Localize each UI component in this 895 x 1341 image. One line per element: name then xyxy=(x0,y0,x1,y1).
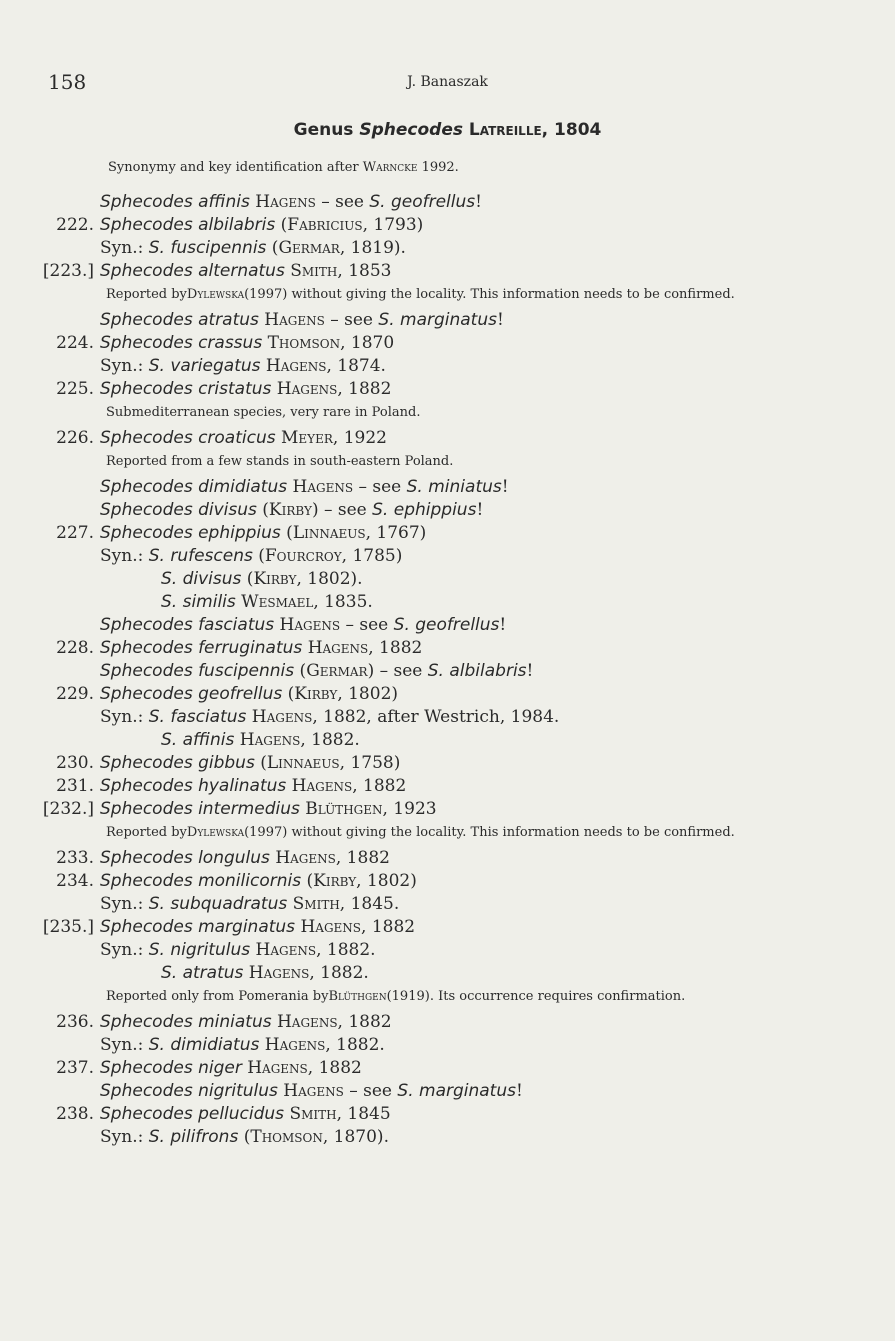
synonym-line xyxy=(0,894,895,917)
entry-text xyxy=(100,1058,362,1078)
taxon-author: Smith xyxy=(292,894,340,914)
punct: , 1802) xyxy=(337,684,399,704)
punct: , 1767) xyxy=(365,523,427,543)
cross-reference xyxy=(0,1081,895,1104)
entry-text: Sphecodes nigritulus Hagens – see S. marginatus! xyxy=(100,1081,523,1101)
entry-text xyxy=(100,379,391,399)
entry-number: [232.] xyxy=(42,799,94,819)
note-author: Dylewska xyxy=(186,287,245,302)
entry-text xyxy=(100,1104,391,1124)
entry-text xyxy=(100,1035,385,1055)
page-number: 158 xyxy=(48,70,87,94)
entry-number: [235.] xyxy=(42,917,94,937)
punct: ( xyxy=(241,569,254,589)
taxon-name: Sphecodes divisus xyxy=(100,500,257,520)
species-entry xyxy=(0,1104,895,1127)
note-post: (1919). Its occurrence requires confirmation. xyxy=(386,989,686,1004)
taxon-name: Sphecodes fuscipennis xyxy=(100,661,295,681)
punct: ( xyxy=(280,523,293,543)
syn-label: Syn.: xyxy=(100,940,149,960)
taxon-author: Linnaeus xyxy=(292,523,366,543)
taxon-author: Hagens xyxy=(276,1012,338,1032)
species-entry xyxy=(0,1058,895,1081)
entry-number: 227. xyxy=(56,523,94,543)
taxon-name: Sphecodes nigritulus xyxy=(100,1081,278,1101)
entry-text xyxy=(100,546,402,566)
species-entry xyxy=(0,1012,895,1035)
note-pre: Reported only from Pomerania by xyxy=(106,989,329,1004)
taxon-name: S. divisus xyxy=(161,569,242,589)
taxon-author: Hagens xyxy=(247,1058,308,1078)
entry-text xyxy=(100,799,437,819)
punct: , 1785) xyxy=(341,546,403,566)
taxon-author: Hagens xyxy=(275,848,336,868)
punct: , 1819). xyxy=(339,238,406,258)
punct: , 1874. xyxy=(326,356,386,376)
punct: , 1882. xyxy=(309,963,369,983)
taxon-name: S. variegatus xyxy=(148,356,261,376)
punct: , 1845 xyxy=(336,1104,391,1124)
species-entry xyxy=(0,428,895,451)
taxon-author: Kirby xyxy=(313,871,357,891)
taxon-author: Thomson xyxy=(267,333,341,353)
taxon-name: S. rufescens xyxy=(148,546,253,566)
entry-number: 236. xyxy=(56,1012,94,1032)
syn-label: Syn.: xyxy=(100,1127,149,1147)
syn-label: Syn.: xyxy=(100,894,149,914)
taxon-name: S. subquadratus xyxy=(148,894,288,914)
taxon-author: Linnaeus xyxy=(266,753,340,773)
taxon-name: Sphecodes cristatus xyxy=(100,379,272,399)
entry-text xyxy=(100,1012,392,1032)
taxon-name: Sphecodes ferruginatus xyxy=(100,638,303,658)
taxon-author: Kirby xyxy=(268,500,312,520)
cross-reference xyxy=(0,615,895,638)
entry-number: [223.] xyxy=(42,261,94,281)
taxon-name: Sphecodes monilicornis xyxy=(100,871,302,891)
taxon-author: Smith xyxy=(290,261,338,281)
entry-number: 234. xyxy=(56,871,94,891)
punct: ( xyxy=(282,684,295,704)
see-label: – see xyxy=(315,192,370,212)
punct: ( xyxy=(275,215,288,235)
entry-number: 229. xyxy=(56,684,94,704)
entry-text xyxy=(100,894,399,914)
entry-text xyxy=(100,730,360,750)
entry-text xyxy=(100,940,376,960)
taxon-author: Kirby xyxy=(253,569,297,589)
taxon-author: Hagens xyxy=(264,1035,326,1055)
note-text xyxy=(0,285,750,308)
taxon-name: Sphecodes dimidiatus xyxy=(100,477,288,497)
punct: , 1882 xyxy=(335,848,390,868)
taxon-name: Sphecodes ephippius xyxy=(100,523,281,543)
taxon-author: Wesmael xyxy=(241,592,314,612)
species-entry xyxy=(0,333,895,356)
see-reference: S. marginatus xyxy=(378,310,497,330)
see-label: – see xyxy=(318,500,373,520)
punct: , 1793) xyxy=(362,215,424,235)
species-entry xyxy=(0,379,895,402)
taxon-author: Fourcroy xyxy=(264,546,342,566)
syn-label: Syn.: xyxy=(100,1035,149,1055)
note-text xyxy=(0,823,750,846)
entry-text xyxy=(100,963,369,983)
taxon-name: S. atratus xyxy=(161,963,244,983)
synonym-line xyxy=(0,730,895,753)
taxon-author: Thomson xyxy=(250,1127,323,1147)
taxon-name: Sphecodes alternatus xyxy=(100,261,285,281)
entry-text xyxy=(100,753,400,773)
taxon-name: S. pilifrons xyxy=(148,1127,239,1147)
syn-label: Syn.: xyxy=(100,356,149,376)
taxon-author: Hagens xyxy=(264,310,325,330)
taxon-name: Sphecodes longulus xyxy=(100,848,270,868)
punct: , 1870). xyxy=(322,1127,389,1147)
note-text xyxy=(0,403,750,426)
taxon-name: Sphecodes niger xyxy=(100,1058,242,1078)
see-label: – see xyxy=(353,477,407,497)
syn-label: Syn.: xyxy=(100,707,149,727)
punct: , 1802) xyxy=(356,871,417,891)
entry-text xyxy=(100,523,426,543)
note-text xyxy=(0,452,750,475)
entry-text xyxy=(100,356,386,376)
punct: , 1923 xyxy=(382,799,437,819)
taxon-name: S. fuscipennis xyxy=(148,238,267,258)
punct: ( xyxy=(301,871,314,891)
taxon-author: Hagens xyxy=(239,730,301,750)
taxon-name: Sphecodes geofrellus xyxy=(100,684,283,704)
note-pre: Reported from a few stands in south-eastern Poland. xyxy=(106,454,454,469)
taxon-author: Hagens xyxy=(248,963,310,983)
entry-number: 238. xyxy=(56,1104,94,1124)
note-author: Dylewska xyxy=(186,825,245,840)
punct: , 1882 xyxy=(337,379,392,399)
entry-text xyxy=(100,638,422,658)
taxon-name: S. fasciatus xyxy=(148,707,247,727)
species-entry xyxy=(0,871,895,894)
entry-text: Sphecodes dimidiatus Hagens – see S. miniatus! xyxy=(100,477,509,497)
taxon-name: Sphecodes fasciatus xyxy=(100,615,275,635)
taxon-name: Sphecodes gibbus xyxy=(100,753,255,773)
species-entry xyxy=(0,917,895,940)
entry-text xyxy=(100,592,373,612)
entry-text xyxy=(100,917,415,937)
see-label: – see xyxy=(374,661,428,681)
taxon-name: Sphecodes albilabris xyxy=(100,215,276,235)
taxon-author: Hagens xyxy=(251,707,313,727)
taxon-author: Hagens xyxy=(276,379,338,399)
entry-number: 225. xyxy=(56,379,94,399)
note-text xyxy=(0,987,750,1010)
punct: ( xyxy=(254,753,267,773)
entry-number: 237. xyxy=(56,1058,94,1078)
see-label: – see xyxy=(324,310,379,330)
synonym-line xyxy=(0,707,895,730)
entry-number: 231. xyxy=(56,776,94,796)
note-pre: Submediterranean species, very rare in Poland. xyxy=(106,405,421,420)
punct: , 1882. xyxy=(325,1035,385,1055)
taxon-name: S. similis xyxy=(161,592,236,612)
entry-text: Sphecodes fasciatus Hagens – see S. geofrellus! xyxy=(100,615,507,635)
species-entry xyxy=(0,638,895,661)
taxon-name: S. affinis xyxy=(161,730,235,750)
punct: , 1882, after Westrich, 1984. xyxy=(312,707,560,727)
see-reference: S. ephippius xyxy=(372,500,477,520)
entry-text xyxy=(100,333,394,353)
see-label: – see xyxy=(340,615,394,635)
punct: , 1835. xyxy=(313,592,373,612)
taxon-name: Sphecodes atratus xyxy=(100,310,259,330)
entry-text xyxy=(100,684,398,704)
see-reference: S. miniatus xyxy=(406,477,502,497)
note-author: Blüthgen xyxy=(328,989,387,1004)
punct: , 1845. xyxy=(339,894,400,914)
species-entry xyxy=(0,753,895,776)
note-post: (1997) without giving the locality. This information needs to be confirmed. xyxy=(244,825,735,840)
entry-text xyxy=(100,776,406,796)
taxon-author: Hagens xyxy=(255,940,317,960)
taxon-author: Hagens xyxy=(292,477,354,497)
see-reference: S. marginatus xyxy=(397,1081,516,1101)
taxon-name: S. nigritulus xyxy=(148,940,251,960)
synonym-line xyxy=(0,546,895,569)
entry-number: 230. xyxy=(56,753,94,773)
synonym-line xyxy=(0,963,895,986)
punct: ( xyxy=(266,238,279,258)
cross-reference xyxy=(0,661,895,684)
entry-text xyxy=(100,871,417,891)
punct: ( xyxy=(238,1127,251,1147)
species-entry xyxy=(0,261,895,284)
taxon-author: Hagens xyxy=(300,917,362,937)
punct: , 1882. xyxy=(316,940,376,960)
synonym-line xyxy=(0,569,895,592)
punct: , 1882 xyxy=(352,776,407,796)
species-entry xyxy=(0,523,895,546)
species-entry xyxy=(0,776,895,799)
synonym-line xyxy=(0,592,895,615)
entry-text xyxy=(100,1127,389,1147)
species-entry xyxy=(0,215,895,238)
taxon-author: Hagens xyxy=(307,638,369,658)
punct: , 1882. xyxy=(300,730,360,750)
species-list xyxy=(0,192,895,1150)
synonym-line xyxy=(0,1035,895,1058)
entry-text: Sphecodes atratus Hagens – see S. marginatus! xyxy=(100,310,504,330)
see-reference: S. geofrellus xyxy=(393,615,500,635)
punct: , 1758) xyxy=(339,753,401,773)
synonym-line xyxy=(0,1127,895,1150)
taxon-author: Germar xyxy=(306,661,368,681)
entry-number: 222. xyxy=(56,215,94,235)
syn-label: Syn.: xyxy=(100,238,149,258)
species-entry xyxy=(0,848,895,871)
entry-text: Sphecodes fuscipennis (Germar) – see S. albilabris! xyxy=(100,661,534,681)
entry-number: 233. xyxy=(56,848,94,868)
taxon-name: S. dimidiatus xyxy=(148,1035,260,1055)
taxon-author: Fabricius xyxy=(287,215,363,235)
entry-text xyxy=(100,707,559,727)
entry-text: Sphecodes divisus (Kirby) – see S. ephippius! xyxy=(100,500,484,520)
punct: , 1870 xyxy=(340,333,395,353)
intro-note: Synonymy and key identification after Warncke 1992. xyxy=(108,160,459,175)
taxon-author: Kirby xyxy=(294,684,338,704)
taxon-author: Hagens xyxy=(283,1081,344,1101)
cross-reference xyxy=(0,310,895,333)
taxon-author: Hagens xyxy=(255,192,316,212)
taxon-author: Hagens xyxy=(291,776,353,796)
taxon-author: Hagens xyxy=(265,356,327,376)
taxon-author: Smith xyxy=(289,1104,337,1124)
note-post: (1997) without giving the locality. This information needs to be confirmed. xyxy=(244,287,735,302)
punct: , 1882 xyxy=(307,1058,362,1078)
synonym-line xyxy=(0,356,895,379)
species-entry xyxy=(0,799,895,822)
see-reference: S. geofrellus xyxy=(369,192,476,212)
running-head: J. Banaszak xyxy=(407,74,488,90)
entry-text xyxy=(100,238,406,258)
genus-heading: Genus Sphecodes Latreille, 1804 xyxy=(293,120,602,140)
entry-text xyxy=(100,848,390,868)
note-pre: Reported by xyxy=(106,825,187,840)
taxon-name: Sphecodes miniatus xyxy=(100,1012,272,1032)
punct: ( xyxy=(252,546,265,566)
taxon-author: Germar xyxy=(278,238,340,258)
entry-text xyxy=(100,261,391,281)
taxon-name: Sphecodes affinis xyxy=(100,192,250,212)
syn-label: Syn.: xyxy=(100,546,149,566)
entry-number: 228. xyxy=(56,638,94,658)
note-pre: Reported by xyxy=(106,287,187,302)
see-label: – see xyxy=(343,1081,398,1101)
punct: , 1922 xyxy=(332,428,387,448)
taxon-name: Sphecodes croaticus xyxy=(100,428,276,448)
punct: , 1882 xyxy=(337,1012,392,1032)
punct: , 1853 xyxy=(337,261,392,281)
punct: , 1802). xyxy=(296,569,363,589)
punct: , 1882 xyxy=(368,638,423,658)
entry-text xyxy=(100,428,387,448)
see-reference: S. albilabris xyxy=(427,661,527,681)
cross-reference xyxy=(0,192,895,215)
taxon-name: Sphecodes pellucidus xyxy=(100,1104,285,1124)
entry-number: 224. xyxy=(56,333,94,353)
taxon-name: Sphecodes crassus xyxy=(100,333,263,353)
synonym-line xyxy=(0,238,895,261)
taxon-name: Sphecodes hyalinatus xyxy=(100,776,287,796)
synonym-line xyxy=(0,940,895,963)
species-entry xyxy=(0,684,895,707)
taxon-author: Hagens xyxy=(279,615,341,635)
punct: , 1882 xyxy=(361,917,416,937)
taxon-author: Meyer xyxy=(281,428,333,448)
entry-text xyxy=(100,569,363,589)
entry-text: Sphecodes affinis Hagens – see S. geofrellus! xyxy=(100,192,482,212)
entry-number: 226. xyxy=(56,428,94,448)
taxon-name: Sphecodes intermedius xyxy=(100,799,300,819)
taxon-name: Sphecodes marginatus xyxy=(100,917,296,937)
cross-reference xyxy=(0,477,895,500)
cross-reference xyxy=(0,500,895,523)
taxon-author: Blüthgen xyxy=(305,799,383,819)
entry-text xyxy=(100,215,423,235)
